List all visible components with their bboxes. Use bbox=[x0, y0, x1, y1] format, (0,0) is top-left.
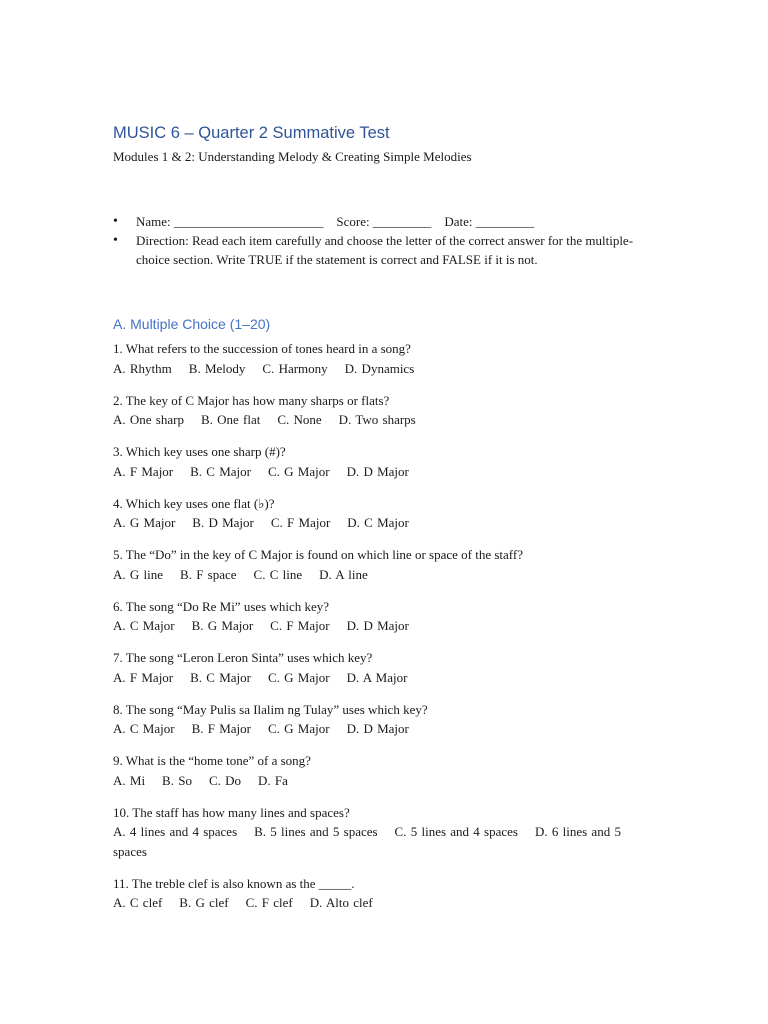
question-choices: A. Rhythm B. Melody C. Harmony D. Dynamics bbox=[113, 360, 415, 376]
question-text: 2. The key of C Major has how many sharps or flats? bbox=[113, 392, 390, 408]
info-direction bbox=[113, 231, 643, 269]
bullet-icon: • bbox=[113, 233, 118, 248]
question-item bbox=[113, 494, 653, 533]
question-choices: A. F Major B. C Major C. G Major D. A Major bbox=[113, 669, 408, 685]
question-choices: A. One sharp B. One flat C. None D. Two sharps bbox=[113, 412, 416, 427]
question-choices: A. G Major B. D Major C. F Major D. C Major bbox=[113, 515, 409, 530]
question-list bbox=[113, 339, 653, 925]
question-choices: A. C Major B. G Major C. F Major D. D Major bbox=[113, 618, 409, 633]
name-score-date-line: Name: _______________________ Score: _________ Date: _________ bbox=[136, 214, 535, 229]
question-text: 5. The “Do” in the key of C Major is found on which line or space of the staff? bbox=[113, 547, 523, 562]
bullet-icon: • bbox=[113, 214, 118, 229]
question-text: 11. The treble clef is also known as the _____. bbox=[113, 875, 355, 891]
question-item bbox=[113, 803, 653, 862]
question-text: 8. The song “May Pulis sa Ilalim ng Tulay” uses which key? bbox=[113, 701, 428, 717]
info-name-line bbox=[113, 212, 643, 231]
question-item bbox=[113, 339, 653, 378]
question-item bbox=[113, 545, 653, 584]
question-choices: A. G line B. F space C. C line D. A line bbox=[113, 566, 368, 582]
question-item bbox=[113, 391, 653, 430]
question-text: 1. What refers to the succession of tones heard in a song? bbox=[113, 341, 411, 356]
question-item bbox=[113, 700, 653, 739]
question-text: 10. The staff has how many lines and spaces? bbox=[113, 804, 350, 820]
info-list bbox=[113, 212, 643, 269]
question-choices: A. C clef B. G clef C. F clef D. Alto clef bbox=[113, 895, 373, 910]
question-choices: A. 4 lines and 4 spaces B. 5 lines and 5 spaces C. 5 lines and 4 spaces D. 6 lines and 5 spaces bbox=[113, 824, 626, 859]
question-text: 4. Which key uses one flat (♭)? bbox=[113, 495, 275, 511]
question-text: 6. The song “Do Re Mi” uses which key? bbox=[113, 598, 330, 614]
question-item bbox=[113, 597, 653, 636]
question-text: 9. What is the “home tone” of a song? bbox=[113, 753, 311, 768]
question-item bbox=[113, 874, 653, 913]
question-choices: A. F Major B. C Major C. G Major D. D Major bbox=[113, 463, 409, 479]
direction-text: Direction: Read each item carefully and choose the letter of the correct answer for the multiple-choice section. Write TRUE if the statement is correct and FALSE if it is not. bbox=[136, 233, 634, 267]
question-choices: A. C Major B. F Major C. G Major D. D Major bbox=[113, 721, 409, 736]
question-text: 7. The song “Leron Leron Sinta” uses which key? bbox=[113, 650, 373, 665]
question-text: 3. Which key uses one sharp (#)? bbox=[113, 444, 286, 459]
page-title: MUSIC 6 – Quarter 2 Summative Test bbox=[113, 124, 390, 142]
question-item bbox=[113, 442, 653, 481]
question-item bbox=[113, 648, 653, 687]
question-choices: A. Mi B. So C. Do D. Fa bbox=[113, 772, 288, 788]
section-a-heading: A. Multiple Choice (1–20) bbox=[113, 316, 271, 332]
question-item bbox=[113, 751, 653, 790]
page-subtitle: Modules 1 & 2: Understanding Melody & Creating Simple Melodies bbox=[113, 149, 472, 164]
